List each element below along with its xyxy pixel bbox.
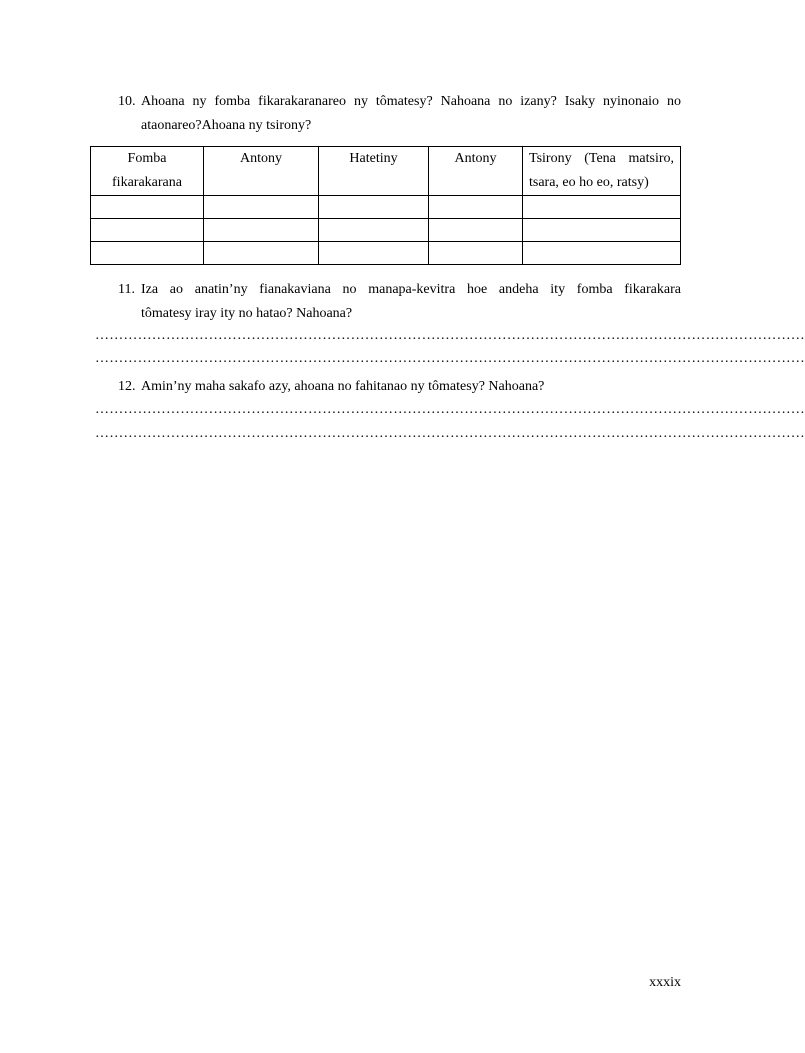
table-cell[interactable] xyxy=(319,196,429,219)
header-text: fikarakarana xyxy=(112,175,182,190)
question-number: 11. xyxy=(118,282,135,297)
table-cell[interactable] xyxy=(204,219,319,242)
question-11-line-2: tômatesy iray ity no hatao? Nahoana? xyxy=(141,306,353,321)
question-number: 10. xyxy=(118,94,136,109)
table-cell[interactable] xyxy=(523,219,681,242)
question-10 xyxy=(118,90,681,138)
header-text: Fomba xyxy=(127,151,167,166)
table-cell[interactable] xyxy=(91,219,204,242)
table-row xyxy=(91,242,681,265)
question-number: 12. xyxy=(118,379,136,394)
table-cell[interactable] xyxy=(429,242,523,265)
header-antony-1: Antony xyxy=(204,147,319,196)
table-cell[interactable] xyxy=(523,242,681,265)
question-text: Iza ao anatin’ny fianakaviana no manapa-kevitra hoe andeha ity fomba fikarakara xyxy=(141,282,681,297)
table-cell[interactable] xyxy=(319,219,429,242)
table-cell[interactable] xyxy=(91,242,204,265)
answer-line[interactable]: …………………………………………………………………………………………………………………………………… xyxy=(95,328,805,343)
header-fomba xyxy=(91,147,204,196)
table-cell[interactable] xyxy=(523,196,681,219)
table-cell[interactable] xyxy=(429,219,523,242)
table-cell[interactable] xyxy=(319,242,429,265)
table-cell[interactable] xyxy=(204,242,319,265)
question-text: Amin’ny maha sakafo azy, ahoana no fahitanao ny tômatesy? Nahoana? xyxy=(141,379,545,394)
answer-line[interactable]: …………………………………………………………………………………………………………………………………… xyxy=(95,426,805,441)
answer-line[interactable]: …………………………………………………………………………………………………………………………………… xyxy=(95,351,805,366)
table-row xyxy=(91,196,681,219)
question-text: Ahoana ny fomba fikarakaranareo ny tômatesy? Nahoana no izany? Isaky nyinonaio no xyxy=(141,94,681,109)
question-10-line-1 xyxy=(118,90,681,114)
header-antony-2: Antony xyxy=(429,147,523,196)
question-11-line-1 xyxy=(118,278,681,302)
header-text: tsara, eo ho eo, ratsy) xyxy=(529,175,649,190)
answer-line[interactable]: …………………………………………………………………………………………………………………………………… xyxy=(95,402,805,417)
question-11 xyxy=(118,278,681,326)
table-cell[interactable] xyxy=(91,196,204,219)
care-methods-table xyxy=(90,146,681,265)
header-hatetiny: Hatetiny xyxy=(319,147,429,196)
table-header-row xyxy=(91,147,681,196)
page-number: xxxix xyxy=(649,975,681,990)
header-text: Tsirony (Tena matsiro, xyxy=(529,151,674,166)
question-12-line-1 xyxy=(118,379,544,394)
table-cell[interactable] xyxy=(204,196,319,219)
table-row xyxy=(91,219,681,242)
question-12 xyxy=(118,375,681,399)
header-tsirony xyxy=(523,147,681,196)
table-cell[interactable] xyxy=(429,196,523,219)
question-10-line-2: ataonareo?Ahoana ny tsirony? xyxy=(141,118,312,133)
